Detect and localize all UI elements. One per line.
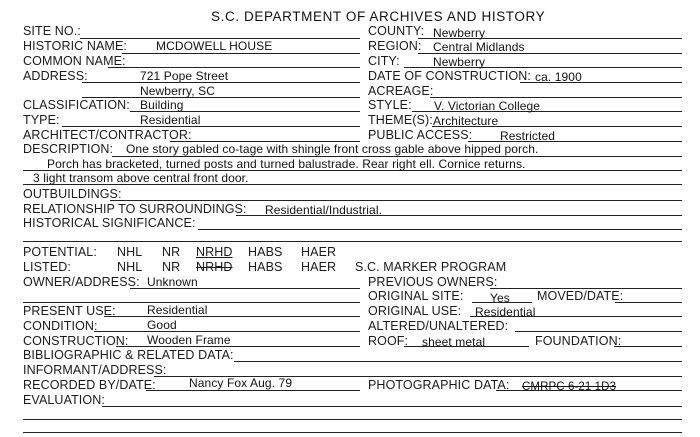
region-line bbox=[418, 53, 682, 54]
original-use-line bbox=[470, 316, 682, 317]
relationship-label: RELATIONSHIP TO SURROUNDINGS: bbox=[23, 202, 247, 216]
foundation-line bbox=[614, 346, 682, 347]
significance-label: HISTORICAL SIGNIFICANCE: bbox=[23, 216, 196, 230]
original-use-label: ORIGINAL USE: bbox=[368, 304, 462, 318]
listed-label: LISTED: bbox=[23, 260, 71, 274]
recorded-value: Nancy Fox Aug. 79 bbox=[189, 376, 293, 390]
region-value: Central Midlands bbox=[433, 40, 525, 54]
original-site-line bbox=[472, 302, 532, 303]
construction-value: Wooden Frame bbox=[147, 333, 231, 347]
owner-label: OWNER/ADDRESS: bbox=[23, 275, 140, 289]
style-line bbox=[412, 111, 682, 112]
historic-name-label: HISTORIC NAME: bbox=[23, 39, 127, 53]
date-construction-value: ca. 1900 bbox=[535, 70, 582, 84]
condition-label: CONDITION: bbox=[23, 319, 98, 333]
previous-owners-label: PREVIOUS OWNERS: bbox=[368, 275, 498, 289]
historic-name-value: MCDOWELL HOUSE bbox=[156, 39, 273, 53]
description-rule3 bbox=[23, 184, 682, 185]
type-line bbox=[62, 126, 360, 127]
county-value: Newberry bbox=[433, 26, 486, 40]
potential-habs: HABS bbox=[248, 245, 283, 259]
county-label: COUNTY: bbox=[368, 24, 425, 38]
condition-value: Good bbox=[147, 318, 177, 332]
classification-value: Building bbox=[140, 98, 184, 112]
owner-value: Unknown bbox=[147, 275, 198, 289]
description-line1: One story gabled co-tage with shingle front cross gable above hipped porch. bbox=[126, 142, 539, 156]
common-name-line bbox=[108, 67, 360, 68]
address-line2-value: Newberry, SC bbox=[140, 84, 215, 98]
present-use-label: PRESENT USE: bbox=[23, 304, 116, 318]
photo-data-label: PHOTOGRAPHIC DATA: bbox=[368, 378, 510, 392]
significance-line2 bbox=[23, 241, 682, 242]
common-name-label: COMMON NAME: bbox=[23, 54, 126, 68]
present-use-value: Residential bbox=[147, 303, 208, 317]
classification-line bbox=[130, 111, 360, 112]
altered-line bbox=[515, 331, 682, 332]
construction-label: CONSTRUCTION: bbox=[23, 334, 129, 348]
description-label: DESCRIPTION: bbox=[23, 142, 114, 156]
construction-line bbox=[116, 346, 360, 347]
type-value: Residential bbox=[140, 113, 201, 127]
moved-date-label: MOVED/DATE: bbox=[537, 289, 624, 303]
present-use-line bbox=[104, 316, 360, 317]
description-line3: 3 light transom above central front door. bbox=[33, 171, 249, 185]
foundation-label: FOUNDATION: bbox=[535, 334, 622, 348]
acreage-line bbox=[430, 97, 682, 98]
date-construction-line bbox=[520, 82, 682, 83]
site-no-label: SITE NO.: bbox=[23, 24, 81, 38]
recorded-line bbox=[146, 390, 360, 391]
listed-habs: HABS bbox=[248, 260, 283, 274]
address-line1-rule bbox=[82, 82, 360, 83]
date-construction-label: DATE OF CONSTRUCTION: bbox=[368, 69, 531, 83]
outbuildings-label: OUTBUILDINGS: bbox=[23, 187, 122, 201]
county-line bbox=[418, 38, 682, 39]
relationship-value: Residential/Industrial. bbox=[265, 203, 383, 217]
theme-line bbox=[432, 126, 682, 127]
potential-nrhd: NRHD bbox=[196, 245, 233, 259]
city-line bbox=[404, 67, 682, 68]
theme-value: Architecture bbox=[433, 114, 499, 128]
original-site-label: ORIGINAL SITE: bbox=[368, 289, 464, 303]
classification-label: CLASSIFICATION: bbox=[23, 98, 130, 112]
altered-label: ALTERED/UNALTERED: bbox=[368, 319, 509, 333]
informant-label: INFORMANT/ADDRESS: bbox=[23, 363, 167, 377]
listed-nrhd: NRHD bbox=[196, 260, 233, 274]
biblio-label: BIBLIOGRAPHIC & RELATED DATA: bbox=[23, 348, 234, 362]
theme-label: THEME(S): bbox=[368, 113, 433, 127]
region-label: REGION: bbox=[368, 39, 422, 53]
marker-program-label: S.C. MARKER PROGRAM bbox=[355, 260, 507, 274]
address-line1-value: 721 Pope Street bbox=[140, 69, 229, 83]
roof-line bbox=[404, 346, 529, 347]
public-access-label: PUBLIC ACCESS: bbox=[368, 128, 473, 142]
original-use-value: Residential bbox=[475, 305, 536, 319]
listed-nhl: NHL bbox=[117, 260, 143, 274]
potential-label: POTENTIAL: bbox=[23, 245, 97, 259]
architect-label: ARCHITECT/CONTRACTOR: bbox=[23, 128, 192, 142]
condition-line bbox=[94, 331, 360, 332]
relationship-line bbox=[236, 215, 682, 216]
original-site-value: Yes bbox=[490, 291, 510, 305]
address-label: ADDRESS: bbox=[23, 69, 88, 83]
recorded-label: RECORDED BY/DATE: bbox=[23, 378, 156, 392]
listed-nr: NR bbox=[162, 260, 181, 274]
roof-value: sheet metal bbox=[422, 335, 486, 349]
style-value: V. Victorian College bbox=[434, 99, 541, 113]
evaluation-line3 bbox=[23, 432, 682, 433]
photo-data-line bbox=[496, 390, 682, 391]
acreage-label: ACREAGE: bbox=[368, 84, 434, 98]
owner-line bbox=[130, 288, 360, 289]
evaluation-line bbox=[102, 406, 682, 407]
description-line2: Porch has bracketed, turned posts and turned balustrade. Rear right ell. Cornice returns. bbox=[47, 157, 526, 171]
city-value: Newberry bbox=[433, 55, 486, 69]
form-title: S.C. DEPARTMENT OF ARCHIVES AND HISTORY bbox=[211, 9, 546, 24]
public-access-value: Restricted bbox=[500, 129, 556, 143]
biblio-line bbox=[234, 361, 682, 362]
potential-nr: NR bbox=[162, 245, 181, 259]
type-label: TYPE: bbox=[23, 113, 60, 127]
outbuildings-line bbox=[110, 200, 682, 201]
style-label: STYLE: bbox=[368, 98, 412, 112]
listed-haer: HAER bbox=[301, 260, 337, 274]
historic-name-line bbox=[122, 53, 360, 54]
roof-label: ROOF: bbox=[368, 334, 409, 348]
evaluation-label: EVALUATION: bbox=[23, 393, 105, 407]
photo-data-value: CMRPC 6-21 1D3 bbox=[522, 381, 617, 393]
potential-nhl: NHL bbox=[117, 245, 143, 259]
evaluation-line2 bbox=[23, 419, 682, 420]
moved-date-line bbox=[615, 302, 682, 303]
city-label: CITY: bbox=[368, 54, 400, 68]
potential-haer: HAER bbox=[301, 245, 337, 259]
significance-line bbox=[198, 229, 682, 230]
